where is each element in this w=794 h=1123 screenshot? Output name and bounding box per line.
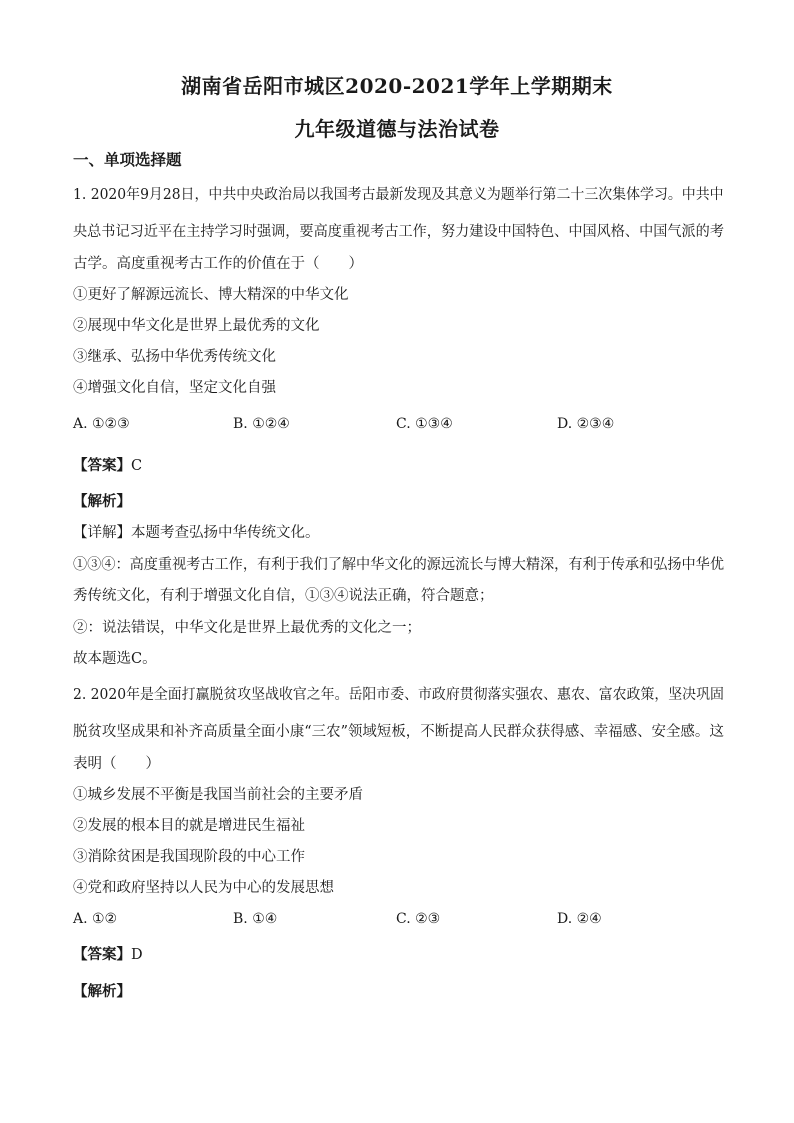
section-heading: 一、单项选择题	[73, 150, 182, 169]
exam-title: 湖南省岳阳市城区2020-2021学年上学期期末	[181, 74, 613, 98]
q2-option-c: C. ②③	[396, 911, 441, 927]
q1-analysis-label: 【解析】	[73, 493, 131, 510]
q1-item: ①更好了解源远流长、博大精深的中华文化	[73, 287, 349, 303]
q1-stem-line: 古学。高度重视考古工作的价值在于（ ）	[73, 256, 363, 272]
q1-stem-line: 央总书记习近平在主持学习时强调，要高度重视考古工作，努力建设中国特色、中国风格、中国气派的考	[73, 224, 724, 240]
q1-stem-line: 1. 2020年9月28日，中共中央政治局以我国考古最新发现及其意义为题举行第二十三次集体学习。中共中	[73, 187, 724, 203]
q2-item: ②发展的根本目的就是增进民生福祉	[73, 818, 305, 834]
detail-label: 【详解】	[73, 525, 131, 541]
q2-analysis-label: 【解析】	[73, 983, 131, 1000]
answer-label: 【答案】	[73, 457, 131, 474]
q2-answer	[73, 945, 143, 965]
q1-answer	[73, 456, 142, 476]
q2-item: ①城乡发展不平衡是我国当前社会的主要矛盾	[73, 787, 363, 803]
q2-stem-line: 2. 2020年是全面打赢脱贫攻坚战收官之年。岳阳市委、市政府贯彻落实强农、惠农、富农政策，坚决巩固	[73, 687, 724, 703]
q1-explanation-line: ①③④：高度重视考古工作，有利于我们了解中华文化的源远流长与博大精深，有利于传承和弘扬中华优	[73, 557, 724, 573]
q1-explanation-line: ②：说法错误，中华文化是世界上最优秀的文化之一；	[73, 620, 421, 636]
q2-item: ④党和政府坚持以人民为中心的发展思想	[73, 880, 334, 896]
exam-subtitle: 九年级道德与法治试卷	[294, 117, 500, 141]
q2-item: ③消除贫困是我国现阶段的中心工作	[73, 849, 305, 865]
detail-intro: 本题考查弘扬中华传统文化。	[131, 525, 320, 541]
q1-option-d: D. ②③④	[557, 416, 615, 432]
q2-option-d: D. ②④	[557, 911, 602, 927]
q1-detail	[73, 523, 320, 543]
q1-item: ②展现中华文化是世界上最优秀的文化	[73, 318, 320, 334]
q1-option-b: B. ①②④	[233, 416, 290, 432]
q1-item: ③继承、弘扬中华优秀传统文化	[73, 349, 276, 365]
answer-label: 【答案】	[73, 946, 131, 963]
answer-value: D	[131, 947, 143, 963]
q1-explanation-line: 故本题选C。	[73, 651, 157, 667]
q1-option-a: A. ①②③	[73, 416, 130, 432]
q2-stem-line: 脱贫攻坚成果和补齐高质量全面小康“三农”领域短板，不断提高人民群众获得感、幸福感、安全感。这	[73, 724, 724, 740]
q2-option-b: B. ①④	[233, 911, 278, 927]
q2-stem-line: 表明（ ）	[73, 756, 160, 772]
answer-value: C	[131, 458, 143, 474]
q1-item: ④增强文化自信，坚定文化自强	[73, 380, 276, 396]
q1-option-c: C. ①③④	[396, 416, 453, 432]
q2-option-a: A. ①②	[73, 911, 118, 927]
q1-explanation-line: 秀传统文化，有利于增强文化自信，①③④说法正确，符合题意；	[73, 588, 494, 604]
